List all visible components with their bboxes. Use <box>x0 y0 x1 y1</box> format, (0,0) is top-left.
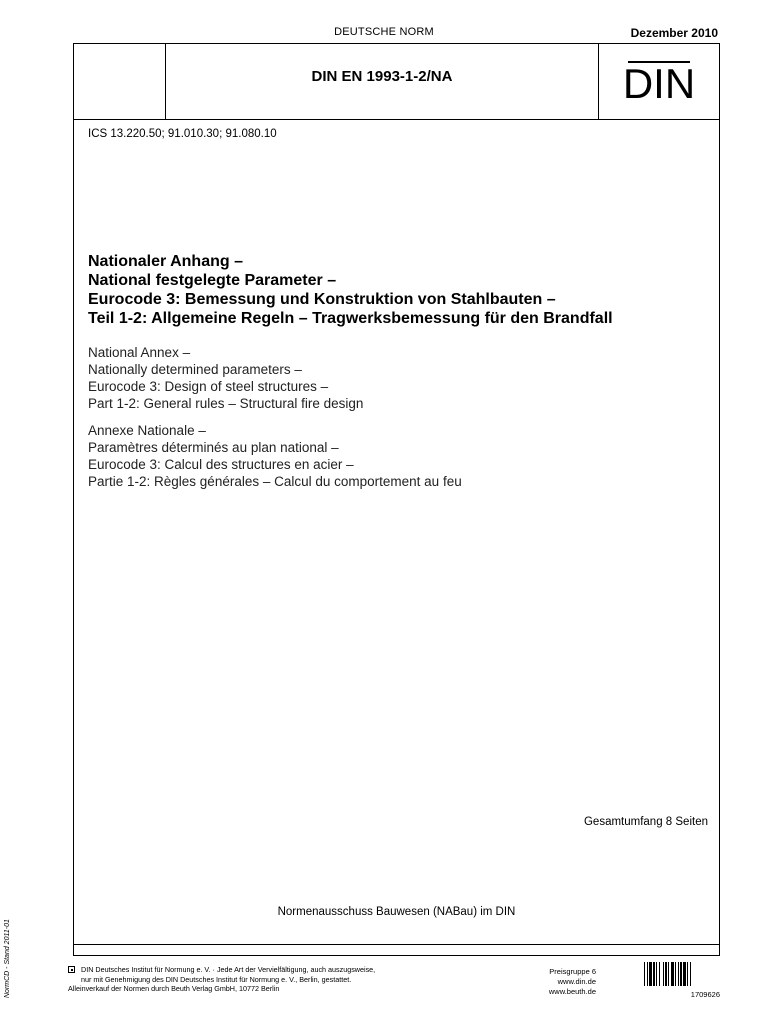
copyright-line: Alleinverkauf der Normen durch Beuth Verlag GmbH, 10772 Berlin <box>68 984 280 993</box>
price-group: Preisgruppe 6 <box>549 967 596 976</box>
ics-codes: ICS 13.220.50; 91.010.30; 91.080.10 <box>88 128 277 140</box>
copyright-icon <box>68 966 75 973</box>
title-english <box>88 344 363 412</box>
din-logo-text: DIN <box>622 60 696 107</box>
norm-type-header: DEUTSCHE NORM <box>334 26 434 38</box>
copyright-notice <box>68 965 468 994</box>
title-german-line: National festgelegte Parameter – <box>88 272 337 289</box>
title-german-line: Teil 1-2: Allgemeine Regeln – Tragwerksbemessung für den Brandfall <box>88 310 613 327</box>
title-german-line: Nationaler Anhang – <box>88 253 243 270</box>
title-french <box>88 422 462 490</box>
title-french-line: Annexe Nationale – <box>88 423 206 438</box>
beuth-url: www.beuth.de <box>548 987 596 996</box>
title-german-line: Eurocode 3: Bemessung und Konstruktion von Stahlbauten – <box>88 291 556 308</box>
title-english-line: Part 1-2: General rules – Structural fire design <box>88 396 364 411</box>
publication-date: Dezember 2010 <box>630 26 718 40</box>
side-note: NormCD - Stand 2011-01 <box>4 919 11 998</box>
title-french-line: Paramètres déterminés au plan national – <box>88 440 339 455</box>
din-logo-icon <box>598 52 720 112</box>
bottom-strip <box>73 944 720 956</box>
title-german <box>88 252 613 328</box>
title-english-line: Eurocode 3: Design of steel structures – <box>88 379 329 394</box>
standards-committee: Normenausschuss Bauwesen (NABau) im DIN <box>277 906 516 918</box>
din-url: www.din.de <box>557 977 596 986</box>
title-french-line: Eurocode 3: Calcul des structures en acier – <box>88 457 354 472</box>
price-info <box>549 967 596 997</box>
title-english-line: National Annex – <box>88 345 191 360</box>
header-left-cell <box>73 43 166 120</box>
barcode-number: 1709626 <box>690 990 720 999</box>
total-pages: Gesamtumfang 8 Seiten <box>583 816 708 828</box>
copyright-line: nur mit Genehmigung des DIN Deutsches Institut für Normung e. V., Berlin, gestattet. <box>81 974 352 984</box>
copyright-text: DIN Deutsches Institut für Normung e. V. · Jede Art der Vervielfältigung, auch auszugsweise, <box>81 965 376 974</box>
title-french-line: Partie 1-2: Règles générales – Calcul du comportement au feu <box>88 474 462 489</box>
barcode-icon <box>644 962 720 986</box>
title-english-line: Nationally determined parameters – <box>88 362 302 377</box>
copyright-line <box>68 965 468 975</box>
document-number: DIN EN 1993-1-2/NA <box>311 68 453 85</box>
